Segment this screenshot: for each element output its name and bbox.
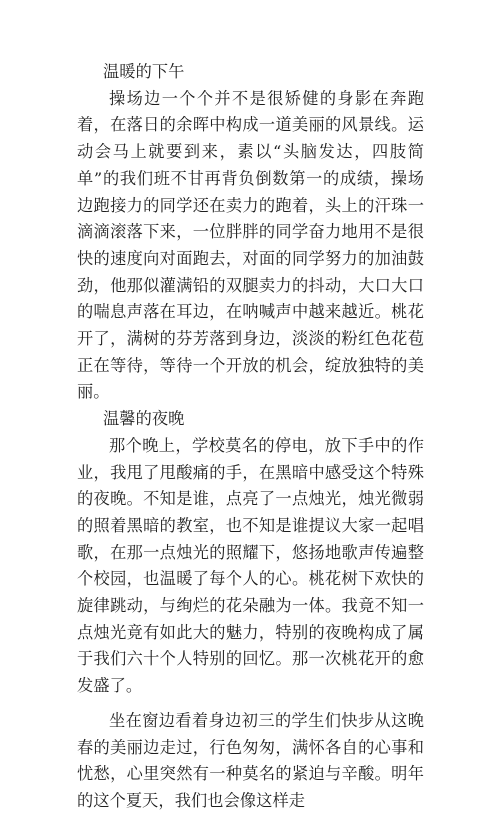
section-heading-afternoon: 温暖的下午: [103, 62, 185, 81]
section-paragraph-afternoon: 操场边一个个并不是很矫健的身影在奔跑着，在落日的余晖中构成一道美丽的风景线。运动会马上就要到来，素以“头脑发达，四肢简单”的我们班不甘再背负倒数第一的成绩，操场边跑接力的同学还在卖力的跑着，头上的汗珠一滴滴滚落下来，一位胖胖的同学奋力地用不是很快的速度向对面跑去，对面的同学努力的加油鼓劲，他那似灌满铅的双腿卖力的抖动，大口大口的喘息声落在耳边，在呐喊声中越来越近。桃花开了，满树的芬芳落到身边，淡淡的粉红色花苞正在等待，等待一个开放的机会，绽放独特的美丽。: [77, 88, 424, 402]
section-paragraph-evening: 那个晚上，学校莫名的停电，放下手中的作业，我甩了甩酸痛的手，在黑暗中感受这个特殊的夜晚。不知是谁，点亮了一点烛光，烛光微弱的照着黑暗的教室，也不知是谁提议大家一起唱歌，在那一点烛光的照耀下，悠扬地歌声传遍整个校园，也温暖了每个人的心。桃花树下欢快的旋律跳动，与绚烂的花朵融为一体。我竟不知一点烛光竟有如此大的魅力，特别的夜晚构成了属于我们六十个人特别的回忆。那一次桃花开的愈发盛了。: [77, 435, 424, 696]
closing-paragraph: 坐在窗边看着身边初三的学生们快步从这晚春的美丽边走过，行色匆匆，满怀各自的心事和忧愁，心里突然有一种莫名的紧迫与辛酸。明年的这个夏天，我们也会像这样走: [77, 710, 424, 810]
section-heading-evening: 温馨的夜晚: [103, 409, 185, 429]
